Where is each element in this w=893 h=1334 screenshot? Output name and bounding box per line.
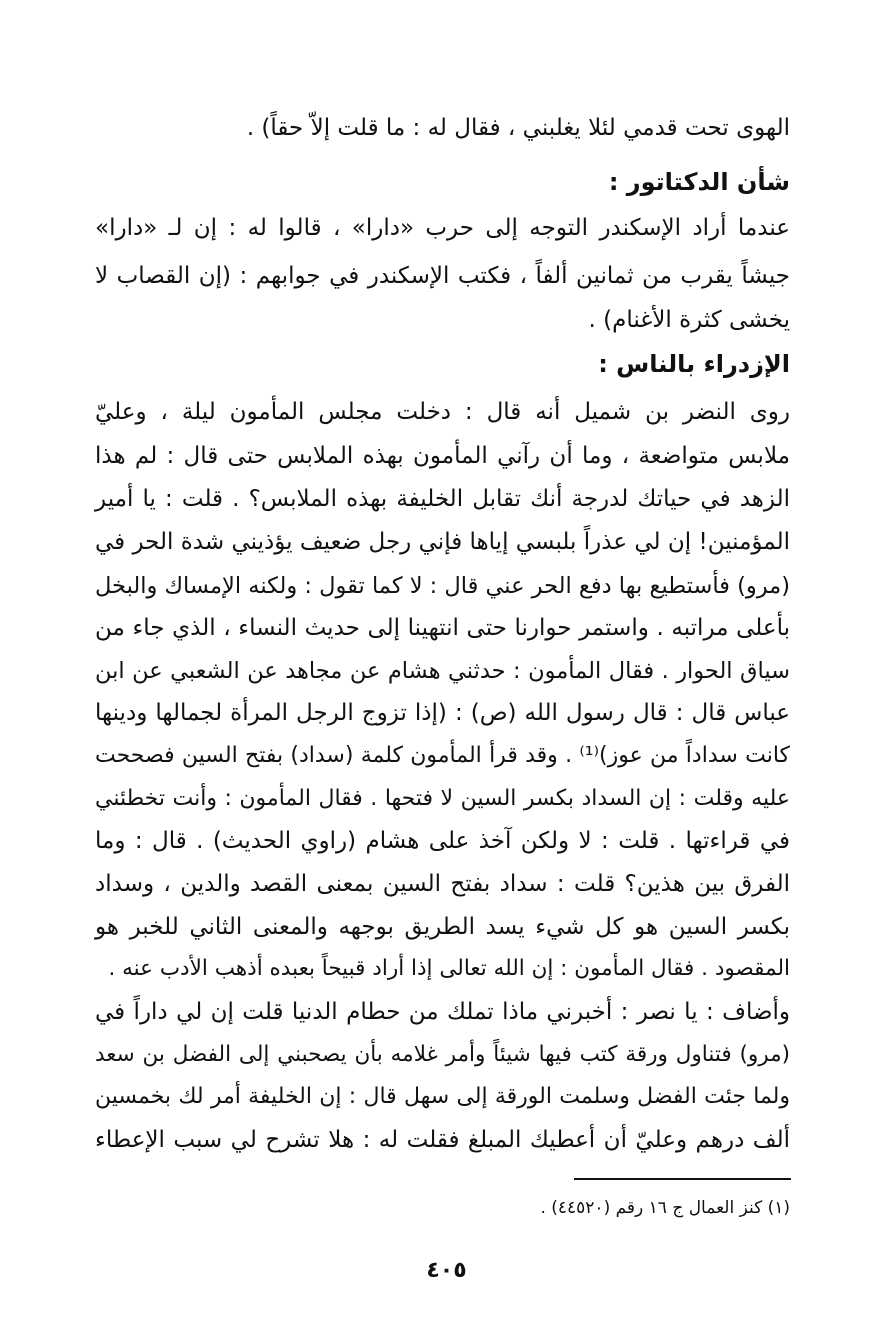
text-line-24: ألف درهم وعليّ أن أعطيك المبلغ فقلت له : هلا تشرح لي سبب الإعطاء	[95, 1127, 790, 1153]
text-line-20: المقصود . فقال المأمون : إن الله تعالى إذا أراد قبيحاً بعبده أذهب الأدب عنه .	[108, 956, 790, 981]
text-line-12: بأعلى مراتبه . واستمر حوارنا حتى انتهينا إلى حديث النساء ، الذي جاء من	[95, 615, 790, 641]
text-line-17: في قراءتها . قلت : لا ولكن آخذ على هشام (راوي الحديث) . قال : وما	[95, 828, 790, 854]
text-line-3: عندما أراد الإسكندر التوجه إلى حرب «دارا» ، قالوا له : إن لـ «دارا»	[95, 215, 790, 241]
text-line-23: ولما جئت الفضل وسلمت الورقة إلى سهل قال : إن الخليفة أمر لك بخمسين	[95, 1084, 790, 1109]
text-line-4: جيشاً يقرب من ثمانين ألفاً ، فكتب الإسكندر في جوابهم : (إن القصاب لا	[95, 263, 790, 289]
text-line-1: الهوى تحت قدمي لئلا يغلبني ، فقال له : ما قلت إلاّ حقاً) .	[246, 115, 790, 141]
text-line-18: الفرق بين هذين؟ قلت : سداد بفتح السين بمعنى القصد والدين ، وسداد	[95, 871, 790, 897]
text-line-22: (مرو) فتناول ورقة كتب فيها شيئاً وأمر غلامه بأن يصحبني إلى الفضل بن سعد	[95, 1042, 790, 1067]
section-heading-contempt: الإزدراء بالناس :	[598, 350, 790, 378]
text-line-10: المؤمنين! إن لي عذراً بلبسي إياها فإني رجل ضعيف يؤذيني شدة الحر في	[95, 529, 790, 555]
footnote: (١) كنز العمال ج ١٦ رقم (٤٤٥٢٠) .	[540, 1198, 790, 1218]
text-line-21: وأضاف : يا نصر : أخبرني ماذا تملك من حطام الدنيا قلت إن لي داراً في	[95, 999, 790, 1025]
text-line-5: يخشى كثرة الأغنام) .	[588, 307, 790, 333]
text-line-8: ملابس متواضعة ، وما أن رآني المأمون بهذه الملابس حتى قال : لم هذا	[95, 443, 790, 469]
text-line-11: (مرو) فأستطيع بها دفع الحر عني قال : لا كما تقول : ولكنه الإمساك والبخل	[95, 573, 790, 599]
text-line-9: الزهد في حياتك لدرجة أنك تقابل الخليفة بهذه الملابس؟ . قلت : يا أمير	[95, 486, 790, 512]
section-heading-dictator: شأن الدكتاتور :	[608, 168, 790, 196]
page-number: ٤٠٥	[426, 1258, 467, 1283]
text-line-14: عباس قال : قال رسول الله (ص) : (إذا تزوج الرجل المرأة لجمالها ودينها	[95, 700, 790, 726]
text-line-19: بكسر السين هو كل شيء يسد الطريق بوجهه والمعنى الثاني للخبر هو	[95, 914, 790, 940]
text-line-13: سياق الحوار . فقال المأمون : حدثني هشام عن مجاهد عن الشعبي عن ابن	[95, 658, 790, 684]
text-line-7: روى النضر بن شميل أنه قال : دخلت مجلس المأمون ليلة ، وعليّ	[95, 399, 790, 425]
text-line-15: كانت سداداً من عوز)⁽¹⁾ . وقد قرأ المأمون كلمة (سداد) بفتح السين فصححت	[95, 743, 790, 768]
footnote-divider	[574, 1178, 791, 1180]
text-line-16: عليه وقلت : إن السداد بكسر السين لا فتحها . فقال المأمون : وأنت تخطئني	[95, 786, 790, 811]
